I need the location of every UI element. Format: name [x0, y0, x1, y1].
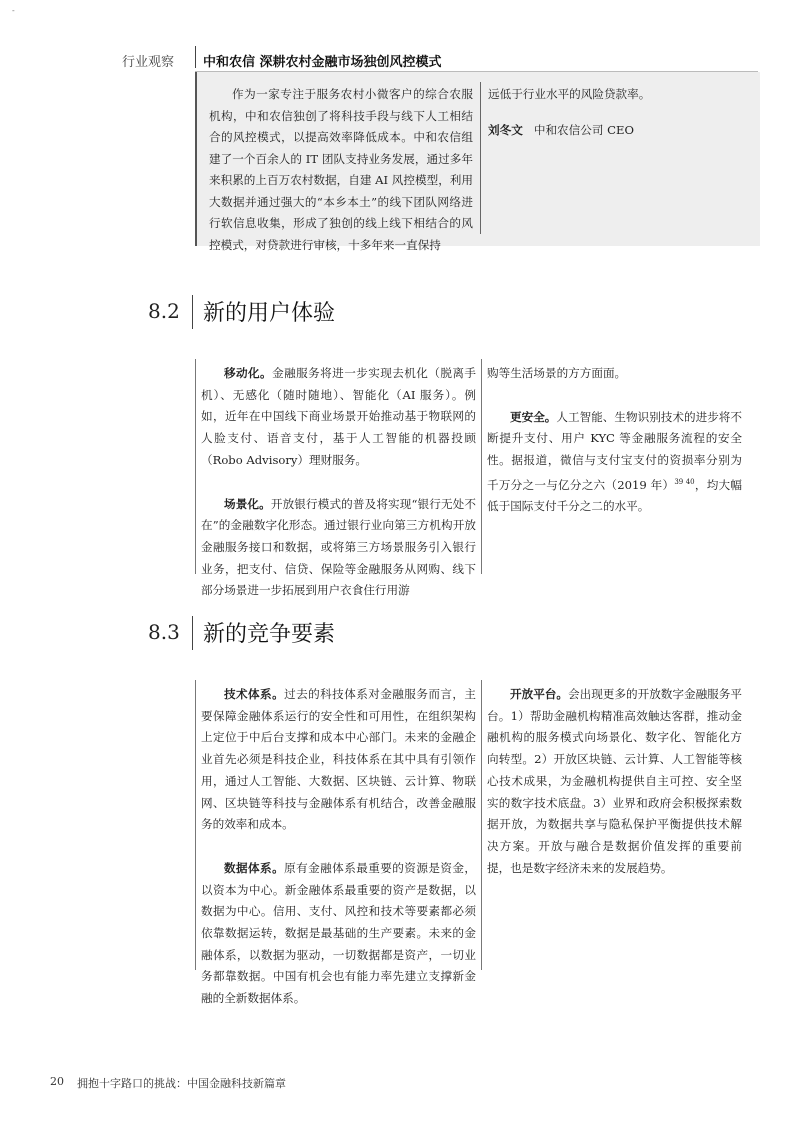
paragraph: [201, 858, 476, 1010]
paragraph-lead: 数据体系。: [224, 860, 285, 875]
paragraph-text: 过去的科技体系对金融服务而言，主要保障金融体系运行的安全性和可用性，在组织架构上定位于中后台支撑和成本中心部门。未来的金融企业首先必须是科技企业，科技体系在其中具有引领作用，通过人工智能、大数据、区块链、云计算、物联网、区块链等科技与金融体系有机结合，改善金融服务的效率和成本。: [201, 687, 476, 832]
paragraph-text: 原有金融体系最重要的资源是资金，以资本为中心。新金融体系最重要的资产是数据，以数据为中心。信用、支付、风控和技术等要素都必须依靠数据运转，数据是最基础的生产要素。未来的金融体系，以数据为驱动，一切数据都是资产，一切业务都靠数据。中国有机会也有能力率先建立支撑新金融的全新数据体系。: [201, 860, 476, 1006]
paragraph-text: 人工智能、生物识别技术的进步将不断提升支付、用户 KYC 等金融服务流程的安全性。据报道，微信与支付宝支付的资损率分别为千万分之一与亿分之六（2019 年）: [487, 409, 742, 492]
section-label: 行业观察: [122, 55, 175, 70]
author-line: [488, 120, 750, 142]
case-column-divider: [480, 82, 481, 234]
section-title: 新的用户体验: [203, 301, 336, 326]
case-study-left-column: [209, 84, 473, 256]
footer-book-title: 拥抱十字路口的挑战：中国金融科技新篇章: [77, 1077, 286, 1090]
header-divider: [195, 46, 196, 68]
case-study-right-column: [488, 84, 750, 141]
case-study-text-continued: 远低于行业水平的风险贷款率。: [488, 87, 651, 101]
paragraph-text: 金融服务将进一步实现去机化（脱离手机）、无感化（随时随地）、智能化（AI 服务）。例如，近年在中国线下商业场景开始推动基于物联网的人脸支付、语音支付，基于人工智能的机器投顾（Robo Advisory）理财服务。: [201, 366, 476, 467]
section-82-left-column: [201, 363, 476, 602]
column-rule-left: [195, 359, 196, 574]
paragraph: [487, 684, 742, 879]
paragraph: [201, 684, 476, 836]
column-rule-middle: [481, 680, 482, 970]
section-number: 8.3: [148, 620, 180, 644]
page-number: 20: [50, 1075, 64, 1088]
paragraph-text: 开放银行模式的普及将实现“银行无处不在”的金融数字化形态。通过银行业向第三方机构开放金融服务接口和数据，或将第三方场景服务引入银行业务，把支付、信贷、保险等金融服务从网购、线下部分场景进一步拓展到用户衣食住行用游: [201, 496, 476, 598]
case-study-text: 作为一家专注于服务农村小微客户的综合农服机构，中和农信独创了将科技手段与线下人工相结合的风控模式，以提高效率降低成本。中和农信组建了一个百余人的 IT 团队支持业务发展，通过多年来积累的上百万农村数据，自建 AI 风控模型，利用大数据并通过强大的“本乡本土”的线下团队网络进行软信息收集，形成了独创的线上线下相结合的风控模式，对贷款进行审核，十多年来一直保持: [209, 87, 473, 252]
author-title: 中和农信公司 CEO: [533, 122, 634, 137]
paragraph-text: 会出现更多的开放数字金融服务平台。1）帮助金融机构精准高效触达客群，推动金融机构的服务模式向场景化、数字化、智能化方向转型。2）开放区块链、云计算、人工智能等核心技术成果，为金融机构提供自主可控、安全坚实的数字技术底盘。3）业界和政府会积极探索数据开放，为数据共享与隐私保护平衡提供技术解决方案。开放与融合是数据价值发挥的重要前提，也是数字经济未来的发展趋势。: [487, 687, 742, 875]
column-rule-middle: [481, 359, 482, 574]
paragraph-lead: 移动化。: [224, 366, 273, 380]
column-rule-left: [195, 680, 196, 970]
case-study-box: [195, 72, 760, 252]
case-title: 中和农信 深耕农村金融市场独创风控模式: [203, 55, 442, 70]
author-name: 刘冬文: [488, 122, 523, 137]
paragraph: [201, 363, 476, 472]
section-rule: [192, 295, 193, 329]
section-83-left-column: [201, 684, 476, 1010]
paragraph-lead: 更安全。: [510, 409, 557, 424]
section-83-right-column: [487, 684, 742, 879]
paragraph-text-tail: ，均大幅低于国际支付千分之二的水平。: [487, 477, 742, 514]
paragraph-lead: 开放平台。: [510, 687, 568, 701]
paragraph: [201, 494, 476, 603]
paragraph: [487, 407, 742, 518]
section-82-right-column: [487, 363, 742, 518]
paragraph-lead: 技术体系。: [224, 687, 285, 701]
paragraph-continued: 购等生活场景的方方面面。: [487, 366, 627, 380]
section-rule: [192, 616, 193, 650]
section-number: 8.2: [148, 299, 180, 323]
section-title: 新的竞争要素: [203, 622, 336, 647]
corner-mark: -: [12, 6, 15, 15]
paragraph-lead: 场景化。: [224, 496, 271, 511]
footnote-ref: 39 40: [674, 477, 695, 486]
